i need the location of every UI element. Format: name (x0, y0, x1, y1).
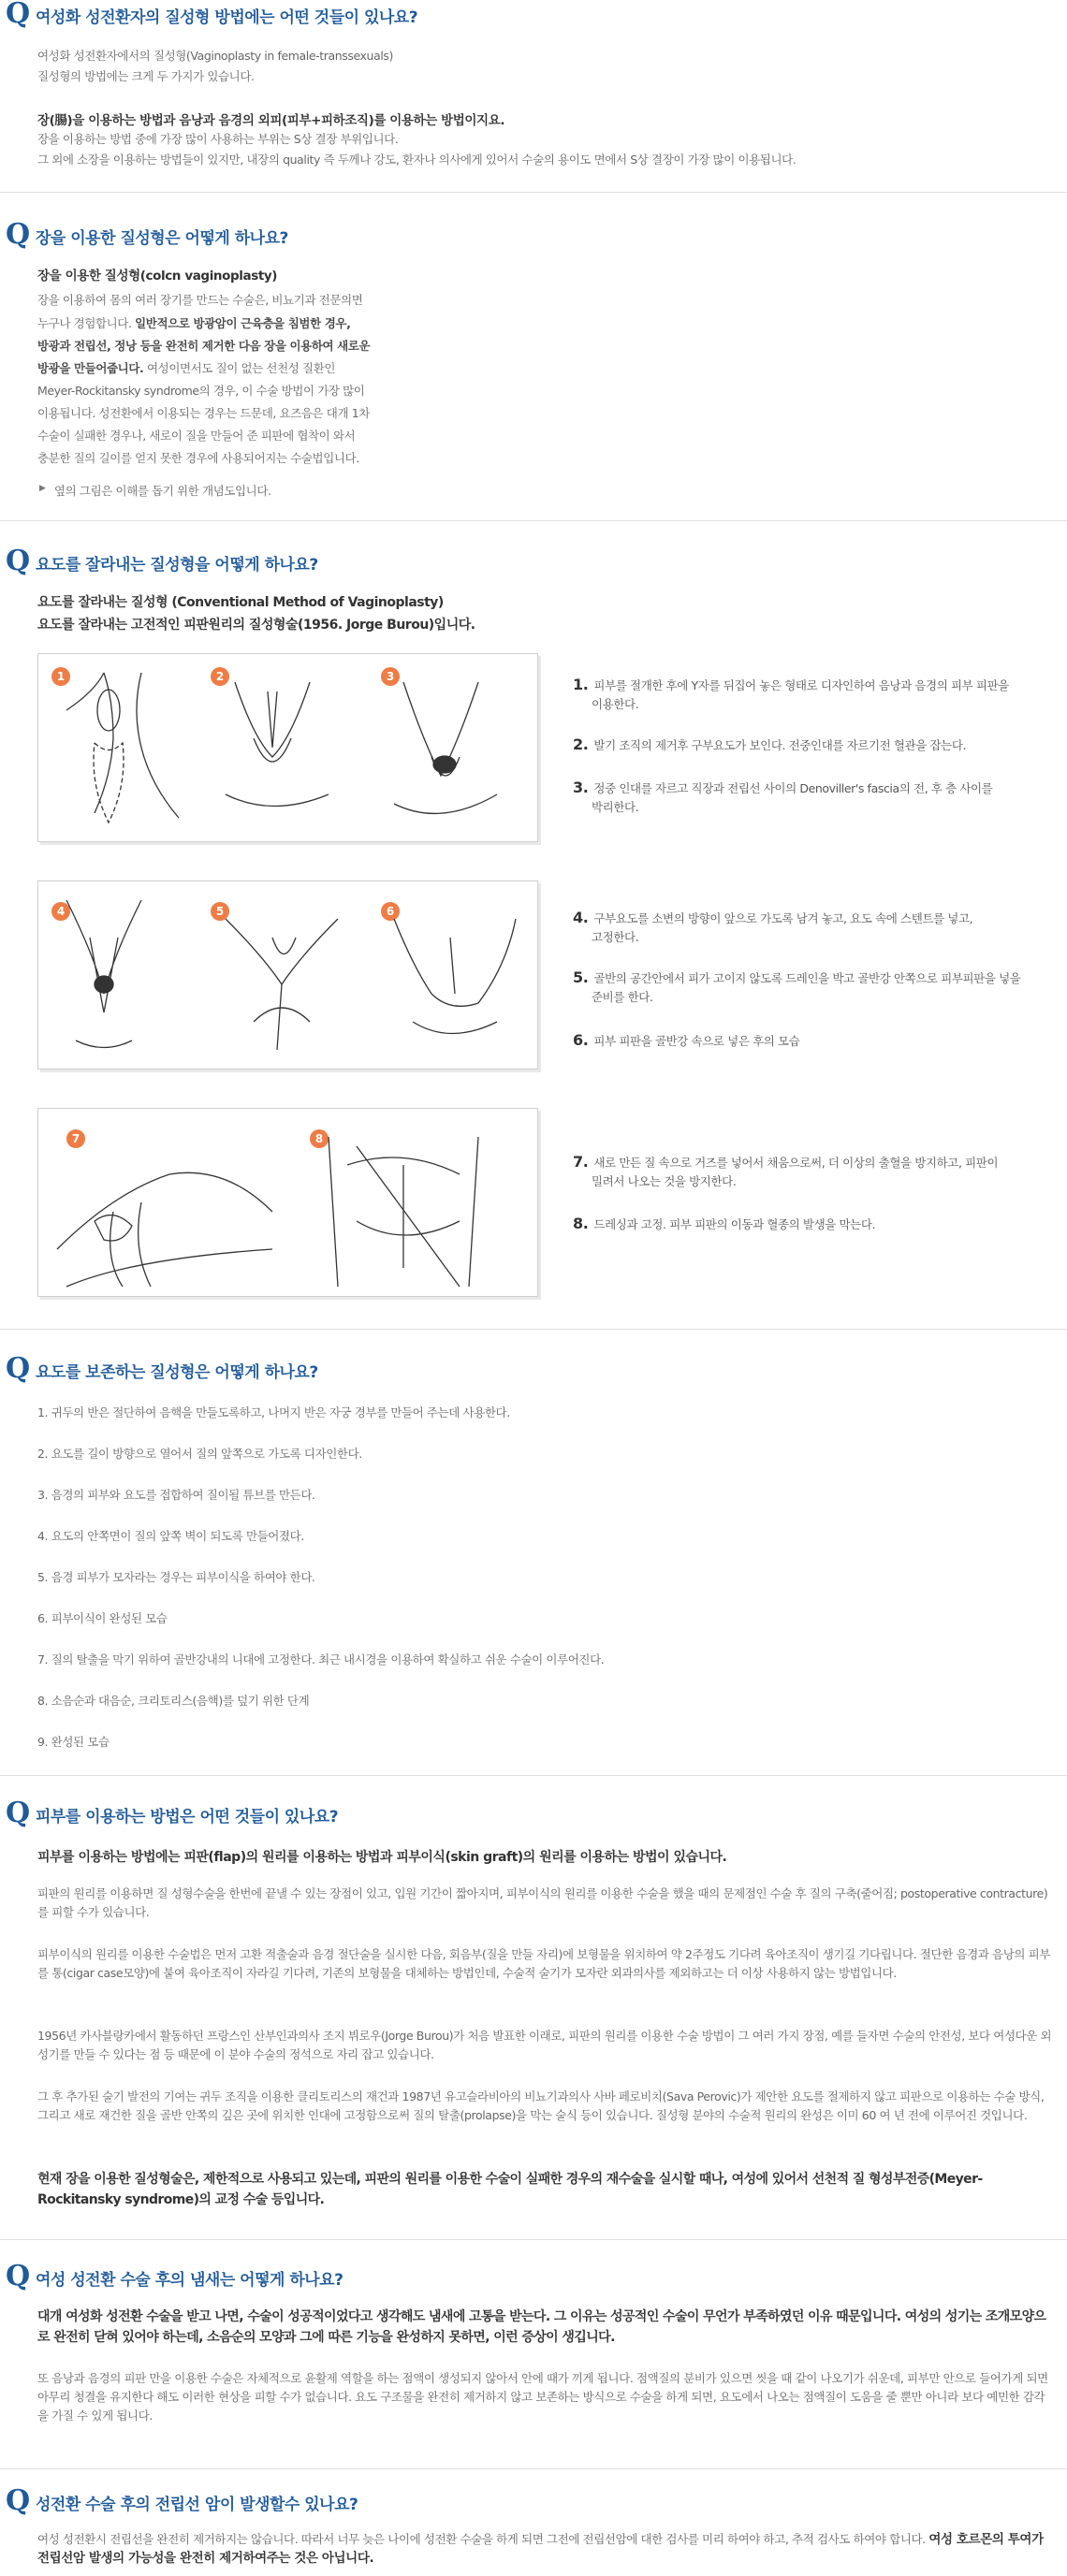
s2-line-4b: 여성이면서도 질이 없는 선천성 질환인 (143, 361, 336, 375)
step-text: 정중 인대를 자르고 직장과 전립선 사이의 Denoviller's fascia의 전, 후 층 사이를 (593, 781, 993, 795)
surgery-figure-7-8 (37, 1108, 538, 1297)
s2-line-1: 장을 이용하여 몸의 여러 장기를 만드는 수술은, 비뇨기과 전문의면 (37, 293, 363, 307)
s4-item: 9. 완성된 모습 (37, 1735, 110, 1749)
figure-number-badge: 7 (66, 1129, 85, 1148)
step-text: 준비를 한다. (592, 990, 653, 1004)
step-text: 새로 만든 질 속으로 거즈를 넣어서 채움으로써, 더 이상의 출혈을 방지하고, 피판이 (593, 1156, 999, 1170)
section-3-title: 요도를 잘라내는 질성형을 어떻게 하나요? (36, 556, 318, 575)
s2-line-6: 이용됩니다. 성전환에서 이용되는 경우는 드문데, 요즈음은 대개 1차 (37, 406, 370, 420)
surgery-figure-1-3 (37, 653, 538, 842)
step-text: 피부 피판을 골반강 속으로 넣은 후의 모습 (593, 1034, 800, 1048)
divider (0, 520, 1067, 521)
s2-line-7: 수술이 실패한 경우나, 새로이 질을 만들어 준 피판에 협착이 와서 (37, 429, 356, 443)
section-2-title: 장을 이용한 질성형은 어떻게 하나요? (36, 229, 288, 248)
section-4-title: 요도를 보존하는 질성형은 어떻게 하나요? (36, 1363, 318, 1382)
step-text: 골반의 공간안에서 피가 고이지 않도록 드레인을 박고 골반강 안쪽으로 피부피판을 넣을 (593, 971, 1021, 985)
s3-subtitle-2: 요도를 잘라내는 고전적인 피판원리의 질성형술(1956. Jorge Burou)입니다. (37, 618, 475, 633)
step-text: 이용한다. (592, 697, 639, 711)
q-icon: Q (6, 0, 31, 30)
s4-item: 5. 음경 피부가 모자라는 경우는 피부이식을 하여야 한다. (37, 1570, 315, 1584)
surgical-illustration (38, 1109, 537, 1296)
s1-line-4: 그 외에 소장을 이용하는 방법들이 있지만, 내장의 quality 즉 두께나 강도, 환자나 의사에게 있어서 수술의 용이도 면에서 S상 결장이 가장 많이 이용됩니다. (37, 153, 797, 167)
s2-line-2a: 누구나 경험합니다. (37, 316, 136, 330)
s2-line-5: Meyer-Rockitansky syndrome의 경우, 이 수술 방법이 가장 많이 (37, 384, 365, 398)
step-number: 7. (573, 1153, 589, 1171)
q-icon: Q (6, 1352, 31, 1385)
figure-number-badge: 1 (51, 667, 70, 686)
s2-subtitle: 장을 이용한 질성형(colcn vaginoplasty) (37, 269, 278, 284)
step-text: 드레싱과 고정. 피부 피판의 이동과 혈종의 발생을 막는다. (593, 1217, 876, 1231)
surgical-illustration (38, 654, 537, 841)
divider (0, 2468, 1067, 2469)
step-2 (573, 735, 1060, 755)
s6-paragraph: 또 음낭과 음경의 피판 만을 이용한 수술은 자체적으로 윤활제 역할을 하는 점액이 생성되지 않아서 안에 때가 끼게 됩니다. 점액질의 분비가 있으면 씻을 때 같이 나오기가 쉬운데, 피부만 안으로 들어가게 되면 아무리 청결을 유지한다 해도 이러한 현상을 피할 수가 없습니다. 요도 구조물을 완전히 제거하지 않고 보존하는 방식으로 수술을 하게 되면, 요도에서 나오는 점액질이 도움을 줄 뿐만 아니라 보다 예민한 감각을 가질 수 있게 됩니다. (37, 2371, 1048, 2423)
step-4 (573, 909, 1060, 947)
s1-line-2: 질성형의 방법에는 크게 두 가지가 있습니다. (37, 69, 255, 83)
step-text: 발기 조직의 제거후 구부요도가 보인다. 전중인대를 자르기전 혈관을 잡는다. (593, 738, 967, 752)
step-number: 5. (573, 968, 589, 986)
section-1-title: 여성화 성전환자의 질성형 방법에는 어떤 것들이 있나요? (36, 8, 418, 27)
step-number: 3. (573, 779, 589, 796)
q-icon: Q (6, 545, 31, 577)
s2-note: 옆의 그림은 이해를 돕기 위한 개념도입니다. (54, 484, 271, 498)
step-text: 피부를 절개한 후에 Y자를 뒤집어 놓은 형태로 디자인하여 음낭과 음경의 피부 피판을 (593, 678, 1009, 692)
step-text: 고정한다. (592, 930, 639, 944)
figure-number-badge: 6 (381, 902, 400, 921)
s3-subtitle-1: 요도를 잘라내는 질성형 (Conventional Method of Vaginoplasty) (37, 595, 444, 610)
s1-bold-line: 장(腸)을 이용하는 방법과 음낭과 음경의 외피(피부+피하조직)를 이용하는 방법이지요. (37, 113, 505, 128)
divider (0, 2239, 1067, 2240)
figure-number-badge: 2 (211, 667, 229, 686)
divider (0, 1329, 1067, 1330)
s4-item: 6. 피부이식이 완성된 모습 (37, 1611, 168, 1625)
figure-number-badge: 5 (211, 902, 229, 921)
step-6 (573, 1031, 1060, 1051)
figure-number-badge: 4 (51, 902, 70, 921)
step-5 (573, 968, 1060, 1007)
section-5-title: 피부를 이용하는 방법은 어떤 것들이 있나요? (36, 1808, 339, 1826)
s4-item: 8. 소음순과 대음순, 크리토리스(음핵)를 덮기 위한 단계 (37, 1694, 310, 1708)
divider (0, 192, 1067, 193)
s5-paragraph: 1956년 카사블랑카에서 활동하던 프랑스인 산부인과의사 조지 뷔로우(Jorge Burou)가 처음 발표한 이래로, 피판의 원리를 이용한 수술 방법이 그 여러 가지 장점, 예를 들자면 수술의 안전성, 보다 여성다운 외성기를 만들 수 있다는 점 등 때문에 이 분야 수술의 정석으로 자리 잡고 있습니다. (37, 2029, 1052, 2061)
s5-paragraph: 피부이식의 원리를 이용한 수술법은 먼저 고환 적출술과 음경 절단술을 실시한 다음, 회음부(질을 만들 자리)에 보형물을 위치하여 약 2주정도 기다려 육아조직이 생기길 기다립니다. 절단한 음경과 음낭의 피부를 통(cigar case모양)에 붙여 육아조직이 자라길 기다려, 기존의 보형물을 대체하는 방법인데, 수술적 술기가 모자란 외과의사를 제외하고는 더 이상 사용하지 않는 방법입니다. (37, 1947, 1051, 1980)
s2-line-8: 충분한 질의 길이를 얻지 못한 경우에 사용되어지는 수술법입니다. (37, 451, 359, 465)
surgery-figure-4-6 (37, 880, 538, 1070)
q-icon: Q (6, 2260, 31, 2292)
s4-item: 1. 귀두의 반은 절단하여 음핵을 만들도록하고, 나머지 반은 자궁 경부를 만들어 주는데 사용한다. (37, 1405, 510, 1419)
step-text: 박리한다. (592, 800, 639, 814)
s2-line-4 (37, 359, 335, 376)
s5-paragraph: 그 후 추가된 술기 발전의 기여는 귀두 조직을 이용한 클리토리스의 재건과 1987년 유고슬라비아의 비뇨기과의사 사바 페로비치(Sava Perovic)가 제안한 요도를 절제하지 않고 피판으로 이용하는 수술 방식, 그리고 새로 재건한 질을 골반 안쪽의 깊은 곳에 위치한 인대에 고정함으로써 질의 탈출(prolapse)을 막는 술식 등이 있습니다. 질성형 분야의 수술적 원리의 완성은 이미 60 여 년 전에 이루어진 것입니다. (37, 2089, 1045, 2122)
step-text: 구부요도를 소변의 방향이 앞으로 가도록 남겨 놓고, 요도 속에 스텐트를 넣고, (593, 911, 973, 925)
divider (0, 1775, 1067, 1776)
step-number: 6. (573, 1031, 589, 1049)
s5-bold-paragraph: 현재 장을 이용한 질성형술은, 제한적으로 사용되고 있는데, 피판의 원리를 이용한 수술이 실패한 경우의 재수술을 실시할 때나, 여성에 있어서 선천적 질 형성부전증(Meyer-Rockitansky syndrome)의 교정 수술 등입니다. (37, 2172, 983, 2207)
s7-bold-text: 여성 호르몬의 투여가 전립선암 발생의 가능성을 완전히 제거하여주는 것은 아닙니다. (37, 2532, 1044, 2566)
s4-item: 4. 요도의 안쪽면이 질의 앞쪽 벽이 되도록 만들어졌다. (37, 1529, 304, 1543)
s7-paragraph (37, 2530, 1048, 2568)
step-3 (573, 779, 1060, 817)
s2-line-2 (37, 314, 350, 331)
s7-text: 여성 성전환시 전립선을 완전히 제거하지는 않습니다. 따라서 너무 늦은 나이에 성전환 수술을 하게 되면 그전에 전립선암에 대한 검사를 미리 하여야 하고, 추적 검사도 하여야 합니다. (37, 2532, 929, 2546)
surgical-illustration (38, 881, 537, 1069)
step-number: 2. (573, 735, 589, 753)
s2-line-4a: 방광을 만들어줍니다. (37, 361, 144, 375)
s5-lead: 피부를 이용하는 방법에는 피판(flap)의 원리를 이용하는 방법과 피부이식(skin graft)의 원리를 이용하는 방법이 있습니다. (37, 1850, 727, 1865)
s2-line-2b: 일반적으로 방광암이 근육층을 침범한 경우, (135, 316, 351, 330)
figure-number-badge: 8 (310, 1129, 329, 1148)
step-1 (573, 676, 1060, 714)
s5-paragraph: 피판의 원리를 이용하면 질 성형수술을 한번에 끝낼 수 있는 장점이 있고, 입원 기간이 짧아지며, 피부이식의 원리를 이용한 수술을 했을 때의 문제점인 수술 후 질의 구축(줄어짐; postoperative contracture)를 피할 수가 있습니다. (37, 1886, 1048, 1919)
step-number: 1. (573, 676, 589, 693)
s4-item: 2. 요도를 길이 방향으로 열어서 질의 앞쪽으로 가도록 디자인한다. (37, 1447, 362, 1461)
s2-line-3: 방광과 전립선, 정낭 등을 완전히 제거한 다음 장을 이용하여 새로운 (37, 339, 371, 353)
step-text: 밀려서 나오는 것을 방지한다. (592, 1174, 737, 1188)
q-icon: Q (6, 2484, 31, 2517)
s4-item: 7. 질의 탈출을 막기 위하여 골반강내의 니대에 고정한다. 최근 내시경을 이용하여 확실하고 쉬운 수술이 이루어진다. (37, 1652, 605, 1666)
step-number: 4. (573, 909, 589, 926)
q-icon: Q (6, 218, 31, 251)
step-number: 8. (573, 1215, 589, 1232)
q-icon: Q (6, 1797, 31, 1829)
s4-item: 3. 음경의 피부와 요도를 접합하여 질이될 튜브를 만든다. (37, 1488, 315, 1502)
s1-line-3: 장을 이용하는 방법 중에 가장 많이 사용하는 부위는 S상 결장 부위입니다. (37, 132, 399, 146)
triangle-bullet-icon: ▶ (39, 484, 46, 493)
s6-bold-paragraph: 대개 여성화 성전환 수술을 받고 나면, 수술이 성공적이었다고 생각해도 냄새에 고통을 받는다. 그 이유는 성공적인 수술이 무언가 부족하였던 이유 때문입니다. 여성의 성기는 조개모양으로 완전히 닫혀 있어야 하는데, 소음순의 모양과 그에 따른 기능을 완성하지 못하면, 이런 증상이 생깁니다. (37, 2309, 1046, 2345)
section-6-title: 여성 성전환 수술 후의 냄새는 어떻게 하나요? (36, 2271, 343, 2290)
section-7-title: 성전환 수술 후의 전립선 암이 발생할수 있나요? (36, 2496, 358, 2514)
figure-number-badge: 3 (381, 667, 400, 686)
step-7 (573, 1153, 1060, 1191)
s1-line-1: 여성화 성전환자에서의 질성형(Vaginoplasty in female-transsexuals) (37, 49, 393, 63)
step-8 (573, 1215, 1060, 1234)
